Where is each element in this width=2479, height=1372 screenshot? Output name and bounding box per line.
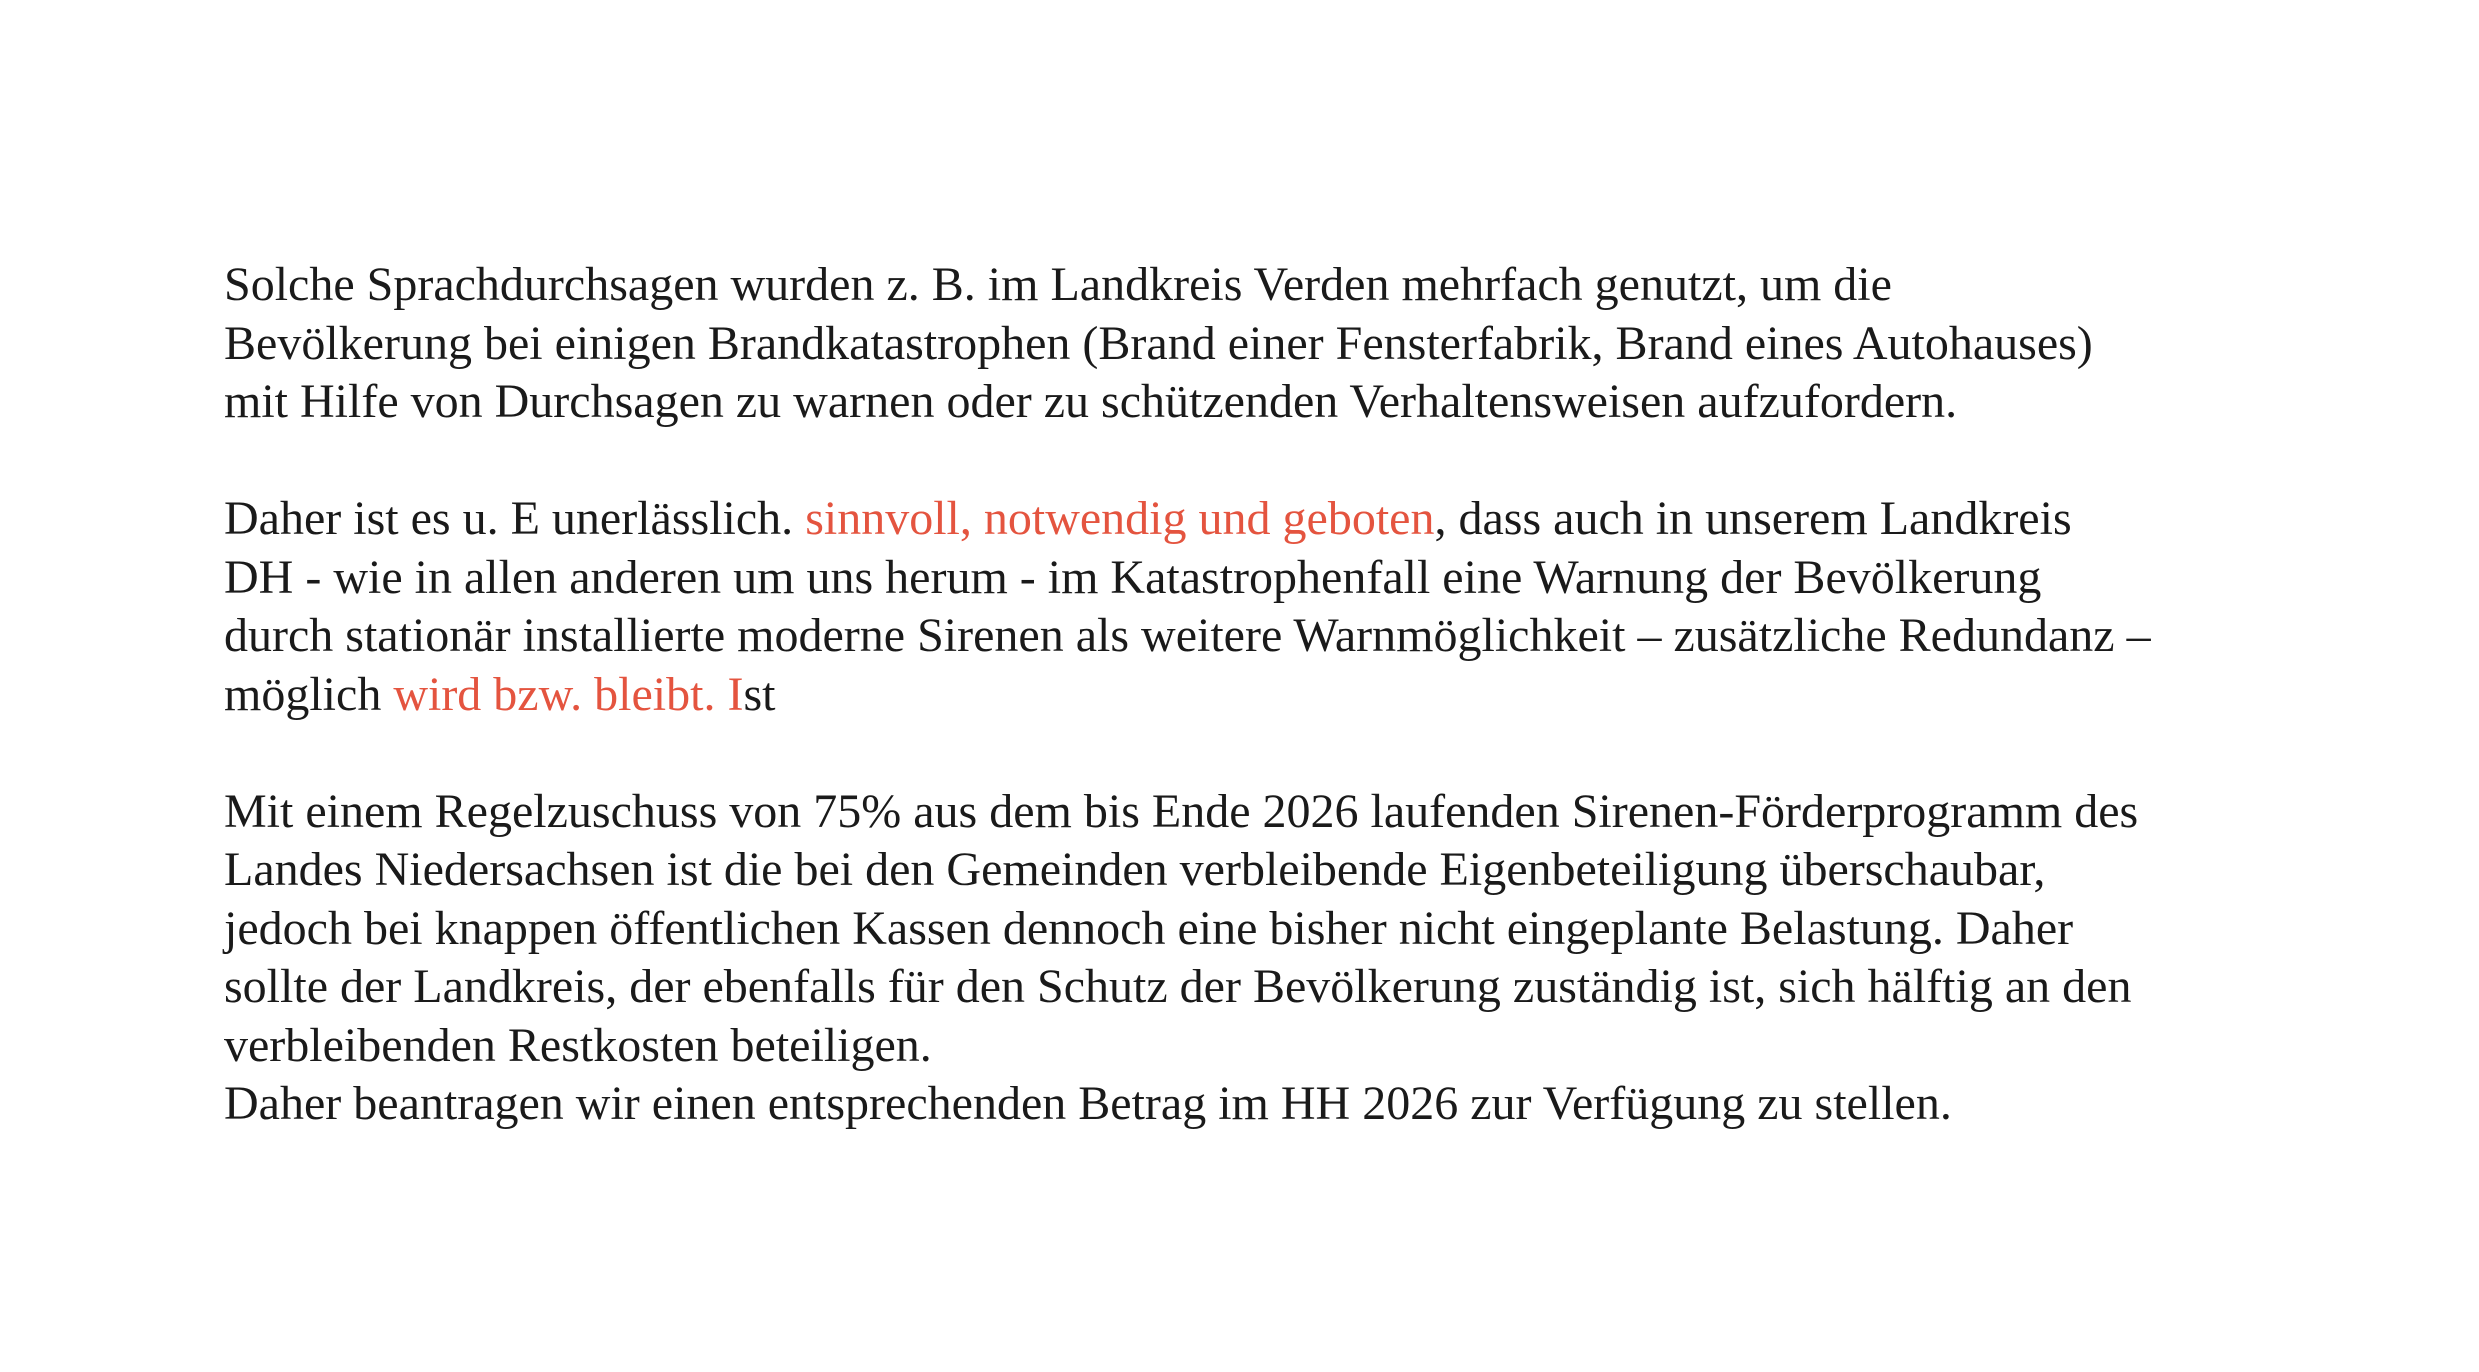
document-body xyxy=(224,256,2324,1134)
paragraph-spacer xyxy=(224,724,2324,783)
paragraph-line: mit Hilfe von Durchsagen zu warnen oder zu schützenden Verhaltensweisen aufzufordern. xyxy=(224,375,1958,428)
paragraph-2 xyxy=(224,490,2324,724)
paragraph-line xyxy=(224,666,2324,725)
highlighted-text: sinnvoll, notwendig und geboten xyxy=(805,492,1435,545)
paragraph-line: durch stationär installierte moderne Sirenen als weitere Warnmöglichkeit – zusätzliche Redundanz – xyxy=(224,609,2151,662)
paragraph-line: Bevölkerung bei einigen Brandkatastrophen (Brand einer Fensterfabrik, Brand eines Autohauses) xyxy=(224,316,2093,370)
line-text: st xyxy=(743,667,776,721)
paragraph-3 xyxy=(224,783,2324,1134)
paragraph-line: Daher beantragen wir einen entsprechenden Betrag im HH 2026 zur Verfügung zu stellen. xyxy=(224,1077,1952,1130)
paragraph-line: jedoch bei knappen öffentlichen Kassen dennoch eine bisher nicht eingeplante Belastung. Daher xyxy=(224,901,2074,955)
paragraph-line: DH - wie in allen anderen um uns herum - im Katastrophenfall eine Warnung der Bevölkerung xyxy=(224,550,2042,604)
highlighted-text: wird bzw. bleibt. I xyxy=(393,667,744,721)
paragraph-1 xyxy=(224,256,2324,432)
paragraph-line: Landes Niedersachsen ist die bei den Gemeinden verbleibende Eigenbeteiligung überschaubar, xyxy=(224,843,2046,896)
paragraph-spacer xyxy=(224,432,2324,491)
paragraph-line xyxy=(224,490,2324,549)
line-text: , dass auch in unserem Landkreis xyxy=(1434,492,2072,545)
line-text: Daher ist es u. E unerlässlich. xyxy=(224,492,806,545)
paragraph-line: verbleibenden Restkosten beteiligen. xyxy=(224,1018,932,1072)
paragraph-line: Mit einem Regelzuschuss von 75% aus dem bis Ende 2026 laufenden Sirenen-Förderprogramm des xyxy=(224,784,2139,838)
paragraph-line: sollte der Landkreis, der ebenfalls für den Schutz der Bevölkerung zuständig ist, sich hälftig an den xyxy=(224,960,2132,1013)
line-text: möglich xyxy=(224,667,394,721)
paragraph-line: Solche Sprachdurchsagen wurden z. B. im Landkreis Verden mehrfach genutzt, um die xyxy=(224,258,1892,311)
